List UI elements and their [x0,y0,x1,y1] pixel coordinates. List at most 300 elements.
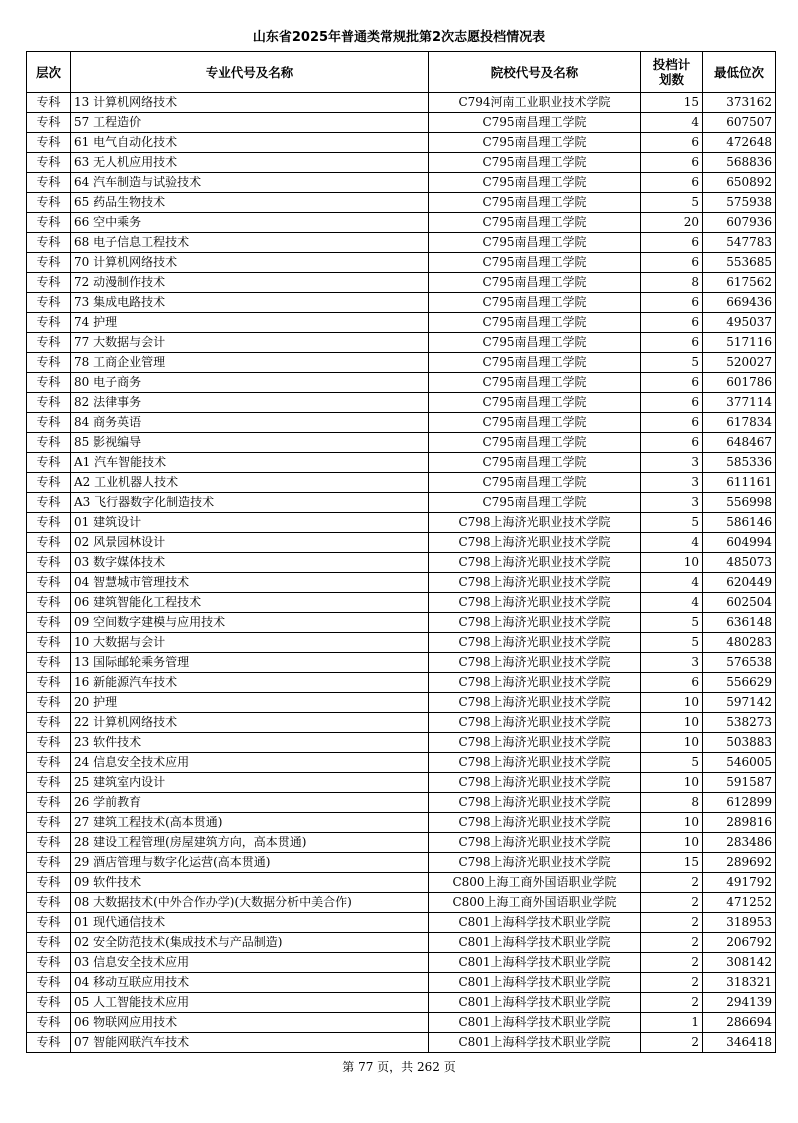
major-cell: 07 智能网联汽车技术 [71,1033,429,1053]
level-cell: 专科 [27,573,71,593]
table-row [27,973,776,993]
major-cell: 64 汽车制造与试验技术 [71,173,429,193]
major-cell: 65 药品生物技术 [71,193,429,213]
table-row [27,473,776,493]
school-cell: C798上海济光职业技术学院 [429,833,641,853]
level-cell: 专科 [27,993,71,1013]
rank-cell: 377114 [703,393,776,413]
level-cell: 专科 [27,353,71,373]
table-row [27,753,776,773]
school-cell: C801上海科学技术职业学院 [429,1033,641,1053]
plan-cell: 10 [641,733,703,753]
plan-cell: 6 [641,393,703,413]
major-cell: 09 软件技术 [71,873,429,893]
level-cell: 专科 [27,633,71,653]
plan-cell: 20 [641,213,703,233]
level-cell: 专科 [27,473,71,493]
table-row [27,913,776,933]
plan-cell: 3 [641,493,703,513]
table-row [27,393,776,413]
level-cell: 专科 [27,333,71,353]
rank-cell: 553685 [703,253,776,273]
plan-cell: 15 [641,93,703,113]
school-cell: C795南昌理工学院 [429,493,641,513]
major-cell: 25 建筑室内设计 [71,773,429,793]
table-row [27,713,776,733]
school-cell: C795南昌理工学院 [429,393,641,413]
plan-cell: 10 [641,713,703,733]
level-cell: 专科 [27,813,71,833]
level-cell: 专科 [27,753,71,773]
plan-cell: 10 [641,813,703,833]
table-row [27,193,776,213]
level-cell: 专科 [27,673,71,693]
plan-cell: 15 [641,853,703,873]
rank-cell: 604994 [703,533,776,553]
rank-cell: 556629 [703,673,776,693]
plan-cell: 2 [641,953,703,973]
major-cell: 23 软件技术 [71,733,429,753]
plan-cell: 8 [641,793,703,813]
plan-cell: 2 [641,893,703,913]
level-cell: 专科 [27,213,71,233]
school-cell: C795南昌理工学院 [429,213,641,233]
level-cell: 专科 [27,393,71,413]
rank-cell: 286694 [703,1013,776,1033]
table-body [27,93,776,1053]
level-cell: 专科 [27,593,71,613]
level-cell: 专科 [27,253,71,273]
table-row [27,893,776,913]
plan-cell: 6 [641,673,703,693]
table-row [27,233,776,253]
rank-cell: 294139 [703,993,776,1013]
rank-cell: 556998 [703,493,776,513]
table-row [27,553,776,573]
school-cell: C798上海济光职业技术学院 [429,753,641,773]
admission-table [26,51,776,1053]
school-cell: C798上海济光职业技术学院 [429,853,641,873]
plan-cell: 6 [641,293,703,313]
table-row [27,313,776,333]
page-title: 山东省2025年普通类常规批第2次志愿投档情况表 [252,30,546,45]
level-cell: 专科 [27,693,71,713]
plan-cell: 3 [641,653,703,673]
level-cell: 专科 [27,513,71,533]
header-plan-text: 投档计划数 [652,57,691,87]
plan-cell: 4 [641,113,703,133]
plan-cell: 2 [641,873,703,893]
major-cell: 63 无人机应用技术 [71,153,429,173]
table-row [27,993,776,1013]
school-cell: C795南昌理工学院 [429,253,641,273]
table-row [27,813,776,833]
school-cell: C795南昌理工学院 [429,193,641,213]
plan-cell: 5 [641,353,703,373]
plan-cell: 4 [641,593,703,613]
table-row [27,1033,776,1053]
table-row [27,773,776,793]
major-cell: A1 汽车智能技术 [71,453,429,473]
major-cell: A3 飞行器数字化制造技术 [71,493,429,513]
school-cell: C798上海济光职业技术学院 [429,733,641,753]
rank-cell: 546005 [703,753,776,773]
rank-cell: 648467 [703,433,776,453]
table-row [27,333,776,353]
table-row [27,733,776,753]
plan-cell: 2 [641,1033,703,1053]
major-cell: 20 护理 [71,693,429,713]
level-cell: 专科 [27,493,71,513]
major-cell: 80 电子商务 [71,373,429,393]
level-cell: 专科 [27,193,71,213]
level-cell: 专科 [27,1033,71,1053]
rank-cell: 308142 [703,953,776,973]
major-cell: 16 新能源汽车技术 [71,673,429,693]
table-row [27,793,776,813]
header-major: 专业代号及名称 [71,52,429,93]
school-cell: C798上海济光职业技术学院 [429,613,641,633]
major-cell: 61 电气自动化技术 [71,133,429,153]
school-cell: C795南昌理工学院 [429,233,641,253]
header-plan [641,52,703,93]
level-cell: 专科 [27,153,71,173]
school-cell: C795南昌理工学院 [429,153,641,173]
school-cell: C798上海济光职业技术学院 [429,653,641,673]
rank-cell: 620449 [703,573,776,593]
major-cell: 85 影视编导 [71,433,429,453]
school-cell: C795南昌理工学院 [429,433,641,453]
rank-cell: 283486 [703,833,776,853]
level-cell: 专科 [27,913,71,933]
level-cell: 专科 [27,113,71,133]
table-row [27,653,776,673]
rank-cell: 575938 [703,193,776,213]
rank-cell: 206792 [703,933,776,953]
school-cell: C795南昌理工学院 [429,293,641,313]
plan-cell: 2 [641,993,703,1013]
major-cell: 04 智慧城市管理技术 [71,573,429,593]
plan-cell: 6 [641,433,703,453]
rank-cell: 318953 [703,913,776,933]
rank-cell: 597142 [703,693,776,713]
level-cell: 专科 [27,713,71,733]
table-row [27,593,776,613]
school-cell: C795南昌理工学院 [429,333,641,353]
major-cell: 05 人工智能技术应用 [71,993,429,1013]
school-cell: C795南昌理工学院 [429,313,641,333]
plan-cell: 6 [641,313,703,333]
school-cell: C794河南工业职业技术学院 [429,93,641,113]
major-cell: 03 数字媒体技术 [71,553,429,573]
school-cell: C798上海济光职业技术学院 [429,513,641,533]
school-cell: C798上海济光职业技术学院 [429,793,641,813]
school-cell: C798上海济光职业技术学院 [429,573,641,593]
rank-cell: 373162 [703,93,776,113]
table-row [27,1013,776,1033]
major-cell: 72 动漫制作技术 [71,273,429,293]
major-cell: 57 工程造价 [71,113,429,133]
rank-cell: 568836 [703,153,776,173]
table-row [27,493,776,513]
level-cell: 专科 [27,533,71,553]
school-cell: C801上海科学技术职业学院 [429,1013,641,1033]
school-cell: C795南昌理工学院 [429,453,641,473]
major-cell: 04 移动互联应用技术 [71,973,429,993]
rank-cell: 650892 [703,173,776,193]
rank-cell: 485073 [703,553,776,573]
plan-cell: 4 [641,533,703,553]
plan-cell: 6 [641,253,703,273]
level-cell: 专科 [27,373,71,393]
plan-cell: 2 [641,913,703,933]
level-cell: 专科 [27,933,71,953]
plan-cell: 6 [641,133,703,153]
school-cell: C801上海科学技术职业学院 [429,973,641,993]
major-cell: 01 建筑设计 [71,513,429,533]
major-cell: 13 国际邮轮乘务管理 [71,653,429,673]
table-row [27,853,776,873]
rank-cell: 495037 [703,313,776,333]
major-cell: 73 集成电路技术 [71,293,429,313]
major-cell: 22 计算机网络技术 [71,713,429,733]
school-cell: C798上海济光职业技术学院 [429,773,641,793]
table-row [27,613,776,633]
school-cell: C795南昌理工学院 [429,133,641,153]
table-row [27,413,776,433]
rank-cell: 491792 [703,873,776,893]
major-cell: 06 物联网应用技术 [71,1013,429,1033]
table-row [27,293,776,313]
major-cell: 08 大数据技术(中外合作办学)(大数据分析中美合作) [71,893,429,913]
plan-cell: 6 [641,413,703,433]
level-cell: 专科 [27,273,71,293]
rank-cell: 636148 [703,613,776,633]
major-cell: 27 建筑工程技术(高本贯通) [71,813,429,833]
table-row [27,273,776,293]
school-cell: C798上海济光职业技术学院 [429,813,641,833]
school-cell: C801上海科学技术职业学院 [429,953,641,973]
plan-cell: 3 [641,453,703,473]
rank-cell: 520027 [703,353,776,373]
level-cell: 专科 [27,433,71,453]
plan-cell: 5 [641,193,703,213]
major-cell: 13 计算机网络技术 [71,93,429,113]
table-row [27,173,776,193]
level-cell: 专科 [27,313,71,333]
school-cell: C795南昌理工学院 [429,113,641,133]
table-row [27,353,776,373]
rank-cell: 601786 [703,373,776,393]
header-rank: 最低位次 [703,52,776,93]
plan-cell: 2 [641,973,703,993]
plan-cell: 3 [641,473,703,493]
rank-cell: 472648 [703,133,776,153]
major-cell: 70 计算机网络技术 [71,253,429,273]
plan-cell: 10 [641,693,703,713]
plan-cell: 1 [641,1013,703,1033]
header-level: 层次 [27,52,71,93]
level-cell: 专科 [27,93,71,113]
school-cell: C795南昌理工学院 [429,373,641,393]
rank-cell: 617562 [703,273,776,293]
rank-cell: 611161 [703,473,776,493]
rank-cell: 547783 [703,233,776,253]
rank-cell: 503883 [703,733,776,753]
header-row [27,52,776,93]
major-cell: 68 电子信息工程技术 [71,233,429,253]
table-row [27,533,776,553]
major-cell: 82 法律事务 [71,393,429,413]
level-cell: 专科 [27,733,71,753]
school-cell: C795南昌理工学院 [429,273,641,293]
plan-cell: 6 [641,233,703,253]
table-row [27,153,776,173]
major-cell: 03 信息安全技术应用 [71,953,429,973]
rank-cell: 289816 [703,813,776,833]
school-cell: C801上海科学技术职业学院 [429,993,641,1013]
rank-cell: 517116 [703,333,776,353]
level-cell: 专科 [27,953,71,973]
rank-cell: 612899 [703,793,776,813]
level-cell: 专科 [27,973,71,993]
major-cell: 09 空间数字建模与应用技术 [71,613,429,633]
table-row [27,373,776,393]
school-cell: C798上海济光职业技术学院 [429,633,641,653]
table-row [27,133,776,153]
plan-cell: 10 [641,553,703,573]
plan-cell: 5 [641,633,703,653]
level-cell: 专科 [27,793,71,813]
plan-cell: 4 [641,573,703,593]
table-row [27,933,776,953]
major-cell: 24 信息安全技术应用 [71,753,429,773]
school-cell: C795南昌理工学院 [429,353,641,373]
rank-cell: 346418 [703,1033,776,1053]
level-cell: 专科 [27,893,71,913]
school-cell: C800上海工商外国语职业学院 [429,893,641,913]
rank-cell: 585336 [703,453,776,473]
plan-cell: 6 [641,333,703,353]
school-cell: C798上海济光职业技术学院 [429,553,641,573]
level-cell: 专科 [27,653,71,673]
table-row [27,253,776,273]
major-cell: 29 酒店管理与数字化运营(高本贯通) [71,853,429,873]
level-cell: 专科 [27,1013,71,1033]
major-cell: 06 建筑智能化工程技术 [71,593,429,613]
rank-cell: 602504 [703,593,776,613]
table-row [27,873,776,893]
major-cell: 26 学前教育 [71,793,429,813]
major-cell: 02 风景园林设计 [71,533,429,553]
rank-cell: 471252 [703,893,776,913]
level-cell: 专科 [27,833,71,853]
plan-cell: 8 [641,273,703,293]
rank-cell: 538273 [703,713,776,733]
table-row [27,453,776,473]
school-cell: C798上海济光职业技术学院 [429,533,641,553]
header-school: 院校代号及名称 [429,52,641,93]
table-row [27,113,776,133]
level-cell: 专科 [27,613,71,633]
plan-cell: 6 [641,153,703,173]
plan-cell: 6 [641,373,703,393]
rank-cell: 669436 [703,293,776,313]
plan-cell: 6 [641,173,703,193]
major-cell: 66 空中乘务 [71,213,429,233]
rank-cell: 318321 [703,973,776,993]
rank-cell: 617834 [703,413,776,433]
major-cell: 77 大数据与会计 [71,333,429,353]
major-cell: 74 护理 [71,313,429,333]
table-header [27,52,776,93]
table-row [27,833,776,853]
major-cell: 84 商务英语 [71,413,429,433]
school-cell: C795南昌理工学院 [429,473,641,493]
rank-cell: 607507 [703,113,776,133]
school-cell: C798上海济光职业技术学院 [429,593,641,613]
level-cell: 专科 [27,853,71,873]
table-row [27,213,776,233]
plan-cell: 10 [641,833,703,853]
page-footer: 第 77 页，共 262 页 [342,1060,456,1074]
rank-cell: 607936 [703,213,776,233]
level-cell: 专科 [27,553,71,573]
level-cell: 专科 [27,773,71,793]
school-cell: C795南昌理工学院 [429,173,641,193]
level-cell: 专科 [27,293,71,313]
rank-cell: 586146 [703,513,776,533]
rank-cell: 289692 [703,853,776,873]
plan-cell: 5 [641,613,703,633]
table-row [27,573,776,593]
level-cell: 专科 [27,133,71,153]
major-cell: 78 工商企业管理 [71,353,429,373]
school-cell: C800上海工商外国语职业学院 [429,873,641,893]
major-cell: 10 大数据与会计 [71,633,429,653]
major-cell: 01 现代通信技术 [71,913,429,933]
table-row [27,673,776,693]
school-cell: C798上海济光职业技术学院 [429,713,641,733]
school-cell: C801上海科学技术职业学院 [429,933,641,953]
school-cell: C798上海济光职业技术学院 [429,673,641,693]
plan-cell: 10 [641,773,703,793]
level-cell: 专科 [27,233,71,253]
level-cell: 专科 [27,413,71,433]
plan-cell: 5 [641,753,703,773]
school-cell: C795南昌理工学院 [429,413,641,433]
table-row [27,953,776,973]
level-cell: 专科 [27,453,71,473]
level-cell: 专科 [27,173,71,193]
major-cell: 28 建设工程管理(房屋建筑方向，高本贯通) [71,833,429,853]
table-row [27,513,776,533]
rank-cell: 591587 [703,773,776,793]
level-cell: 专科 [27,873,71,893]
table-row [27,633,776,653]
major-cell: 02 安全防范技术(集成技术与产品制造) [71,933,429,953]
plan-cell: 2 [641,933,703,953]
rank-cell: 576538 [703,653,776,673]
school-cell: C798上海济光职业技术学院 [429,693,641,713]
table-row [27,93,776,113]
table-row [27,433,776,453]
plan-cell: 5 [641,513,703,533]
table-row [27,693,776,713]
major-cell: A2 工业机器人技术 [71,473,429,493]
rank-cell: 480283 [703,633,776,653]
school-cell: C801上海科学技术职业学院 [429,913,641,933]
